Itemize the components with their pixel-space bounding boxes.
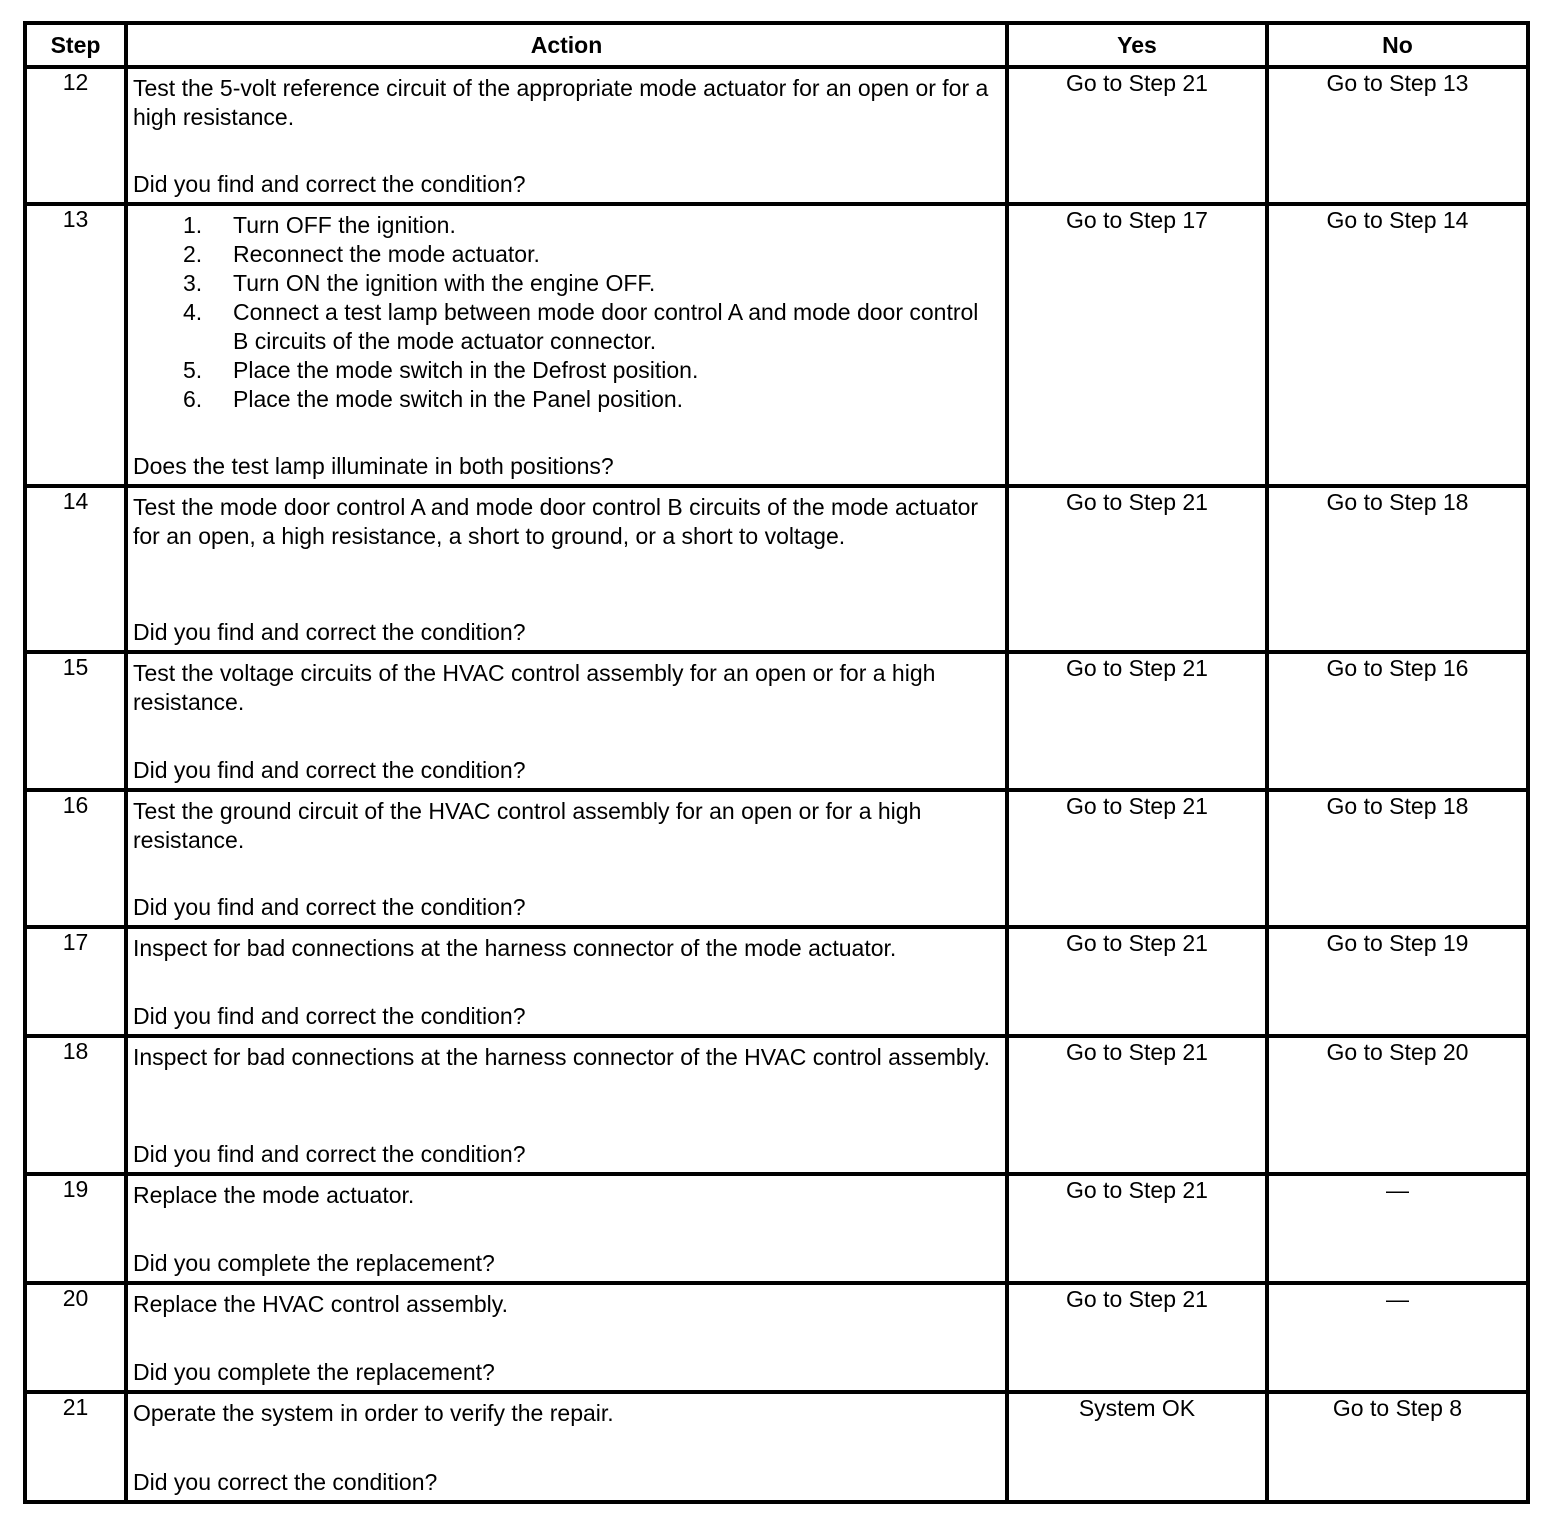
action-question: Did you find and correct the condition? [133,171,526,197]
table-row [25,204,1528,486]
no-answer: — [1267,1283,1528,1392]
step-number: 15 [25,652,126,790]
action-step-item [133,356,999,385]
action-text: Test the 5-volt reference circuit of the appropriate mode actuator for an open or for a high resistance. [133,75,989,130]
action-text: Replace the HVAC control assembly. [133,1291,508,1317]
action-text: Inspect for bad connections at the harness connector of the HVAC control assembly. [133,1044,990,1070]
step-number: 13 [25,204,126,486]
action-cell [126,486,1007,652]
no-answer: Go to Step 13 [1267,67,1528,204]
header-row [25,23,1528,67]
action-cell [126,927,1007,1036]
action-step-list [133,211,999,414]
action-question: Did you find and correct the condition? [133,894,526,920]
no-answer: Go to Step 18 [1267,486,1528,652]
header-step: Step [25,23,126,67]
diagnostic-table [23,21,1530,1504]
step-item-text: Reconnect the mode actuator. [233,241,540,267]
table-row [25,1283,1528,1392]
step-number: 20 [25,1283,126,1392]
step-item-number: 1. [183,212,203,238]
action-question: Does the test lamp illuminate in both positions? [133,453,614,479]
no-answer: Go to Step 14 [1267,204,1528,486]
step-item-number: 6. [183,386,203,412]
step-number: 12 [25,67,126,204]
step-item-text: Turn ON the ignition with the engine OFF. [233,270,656,296]
step-item-number: 4. [183,299,203,325]
step-item-number: 3. [183,270,203,296]
yes-answer: Go to Step 21 [1007,1283,1267,1392]
action-text: Replace the mode actuator. [133,1182,415,1208]
step-item-text: Place the mode switch in the Defrost position. [233,357,699,383]
action-question: Did you find and correct the condition? [133,1003,526,1029]
no-answer: Go to Step 18 [1267,790,1528,927]
action-cell [126,1392,1007,1502]
table-row [25,927,1528,1036]
header-no: No [1267,23,1528,67]
no-answer: Go to Step 19 [1267,927,1528,1036]
action-step-item [133,385,999,414]
table-row [25,790,1528,927]
step-number: 21 [25,1392,126,1502]
step-number: 18 [25,1036,126,1174]
action-text: Test the ground circuit of the HVAC control assembly for an open or for a high resistance. [133,798,922,853]
action-step-item [133,298,999,356]
action-question: Did you correct the condition? [133,1469,438,1495]
yes-answer: Go to Step 17 [1007,204,1267,486]
action-step-item [133,240,999,269]
action-text: Operate the system in order to verify the repair. [133,1400,614,1426]
step-item-text: Connect a test lamp between mode door control A and mode door control B circuits of the mode actuator connector. [233,299,979,354]
action-question: Did you find and correct the condition? [133,757,526,783]
no-answer: — [1267,1174,1528,1283]
action-cell [126,652,1007,790]
action-cell [126,790,1007,927]
action-text: Inspect for bad connections at the harness connector of the mode actuator. [133,935,897,961]
action-cell [126,204,1007,486]
step-item-number: 2. [183,241,203,267]
header-yes: Yes [1007,23,1267,67]
step-item-text: Place the mode switch in the Panel position. [233,386,684,412]
action-cell [126,1283,1007,1392]
step-item-text: Turn OFF the ignition. [233,212,456,238]
yes-answer: Go to Step 21 [1007,790,1267,927]
action-cell [126,1036,1007,1174]
yes-answer: Go to Step 21 [1007,652,1267,790]
table-row [25,1392,1528,1502]
header-action: Action [126,23,1007,67]
step-item-number: 5. [183,357,203,383]
yes-answer: System OK [1007,1392,1267,1502]
action-text: Test the mode door control A and mode door control B circuits of the mode actuator for an open, a high resistance, a short to ground, or a short to voltage. [133,494,979,549]
step-number: 19 [25,1174,126,1283]
no-answer: Go to Step 20 [1267,1036,1528,1174]
action-step-item [133,269,999,298]
yes-answer: Go to Step 21 [1007,486,1267,652]
action-question: Did you complete the replacement? [133,1250,495,1276]
step-number: 14 [25,486,126,652]
yes-answer: Go to Step 21 [1007,1036,1267,1174]
yes-answer: Go to Step 21 [1007,1174,1267,1283]
action-step-item [133,211,999,240]
action-cell [126,1174,1007,1283]
table-row [25,67,1528,204]
table-row [25,652,1528,790]
action-cell [126,67,1007,204]
step-number: 16 [25,790,126,927]
action-question: Did you complete the replacement? [133,1359,495,1385]
no-answer: Go to Step 8 [1267,1392,1528,1502]
yes-answer: Go to Step 21 [1007,67,1267,204]
action-question: Did you find and correct the condition? [133,1141,526,1167]
table-row [25,486,1528,652]
yes-answer: Go to Step 21 [1007,927,1267,1036]
action-text: Test the voltage circuits of the HVAC control assembly for an open or for a high resistance. [133,660,936,715]
table-row [25,1036,1528,1174]
no-answer: Go to Step 16 [1267,652,1528,790]
table-row [25,1174,1528,1283]
action-question: Did you find and correct the condition? [133,619,526,645]
step-number: 17 [25,927,126,1036]
